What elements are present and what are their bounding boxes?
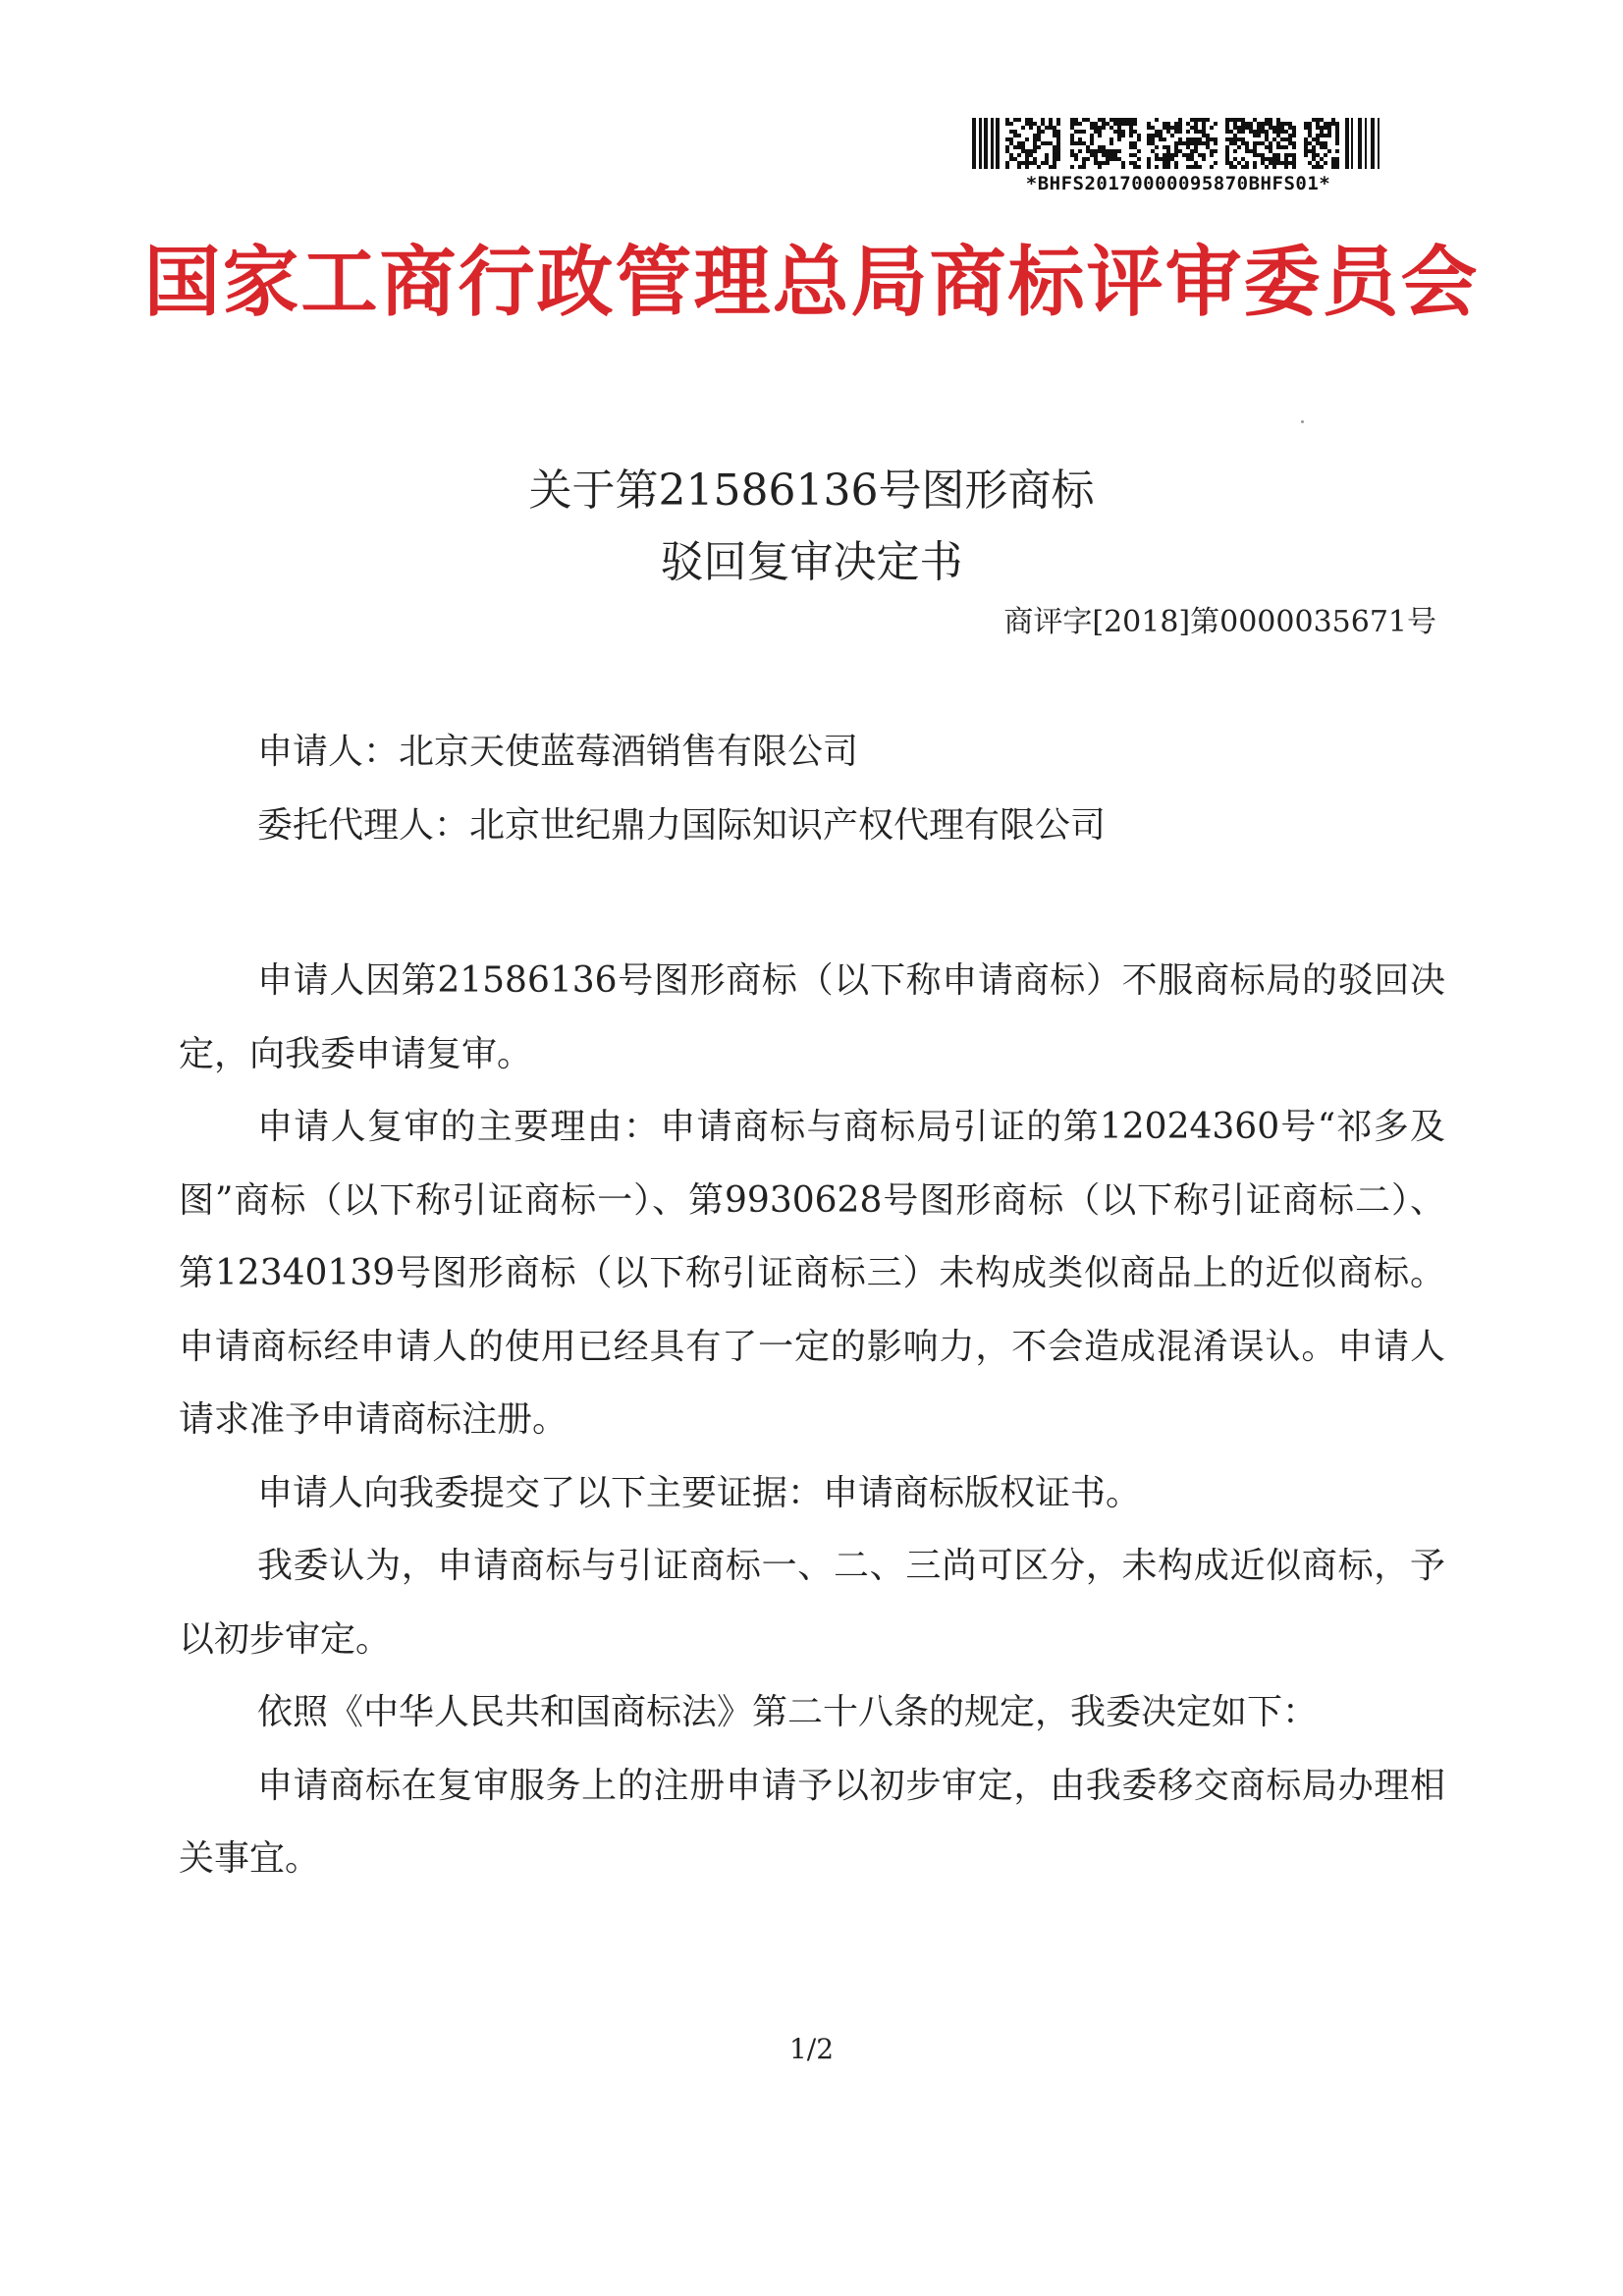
paragraph-reasons: 申请人复审的主要理由：申请商标与商标局引证的第12024360号“祁多及图”商标（以下称引证商标一）、第9930628号图形商标（以下称引证商标二）、第12340139号图形商标（以下称引证商标三）未构成类似商品上的近似商标。申请商标经申请人的使用已经具有了一定的影响力，不会造成混淆误认。申请人请求准予申请商标注册。 [179, 1107, 1445, 1440]
reference-number: 商评字[2018]第0000035671号 [1003, 605, 1436, 639]
document-title-line2: 驳回复审决定书 [660, 537, 963, 587]
paragraph-legal-basis: 依照《中华人民共和国商标法》第二十八条的规定，我委决定如下： [257, 1692, 1319, 1732]
barcode-graphic [972, 116, 1384, 171]
document-title-line1: 关于第21586136号图形商标 [528, 465, 1095, 516]
paragraph-request: 申请人因第21586136号图形商标（以下称申请商标）不服商标局的驳回决定，向我委申请复审。 [179, 960, 1445, 1074]
barcode-code-text: *BHFS20170000095870BHFS01* [1025, 173, 1331, 194]
decision-body [179, 945, 1445, 1896]
scan-speck [1301, 420, 1304, 423]
paragraph-opinion: 我委认为，申请商标与引证商标一、二、三尚可区分，未构成近似商标，予以初步审定。 [179, 1546, 1445, 1660]
page-number: 1/2 [788, 2033, 835, 2065]
paragraph-decision: 申请商标在复审服务上的注册申请予以初步审定，由我委移交商标局办理相关事宜。 [179, 1765, 1445, 1879]
barcode [972, 116, 1384, 204]
organization-title: 国家工商行政管理总局商标评审委员会 [143, 239, 1480, 327]
paragraph-evidence: 申请人向我委提交了以下主要证据：申请商标版权证书。 [257, 1472, 1142, 1513]
agent-line: 委托代理人：北京世纪鼎力国际知识产权代理有限公司 [257, 805, 1107, 846]
applicant-line: 申请人：北京天使蓝莓酒销售有限公司 [257, 732, 859, 772]
